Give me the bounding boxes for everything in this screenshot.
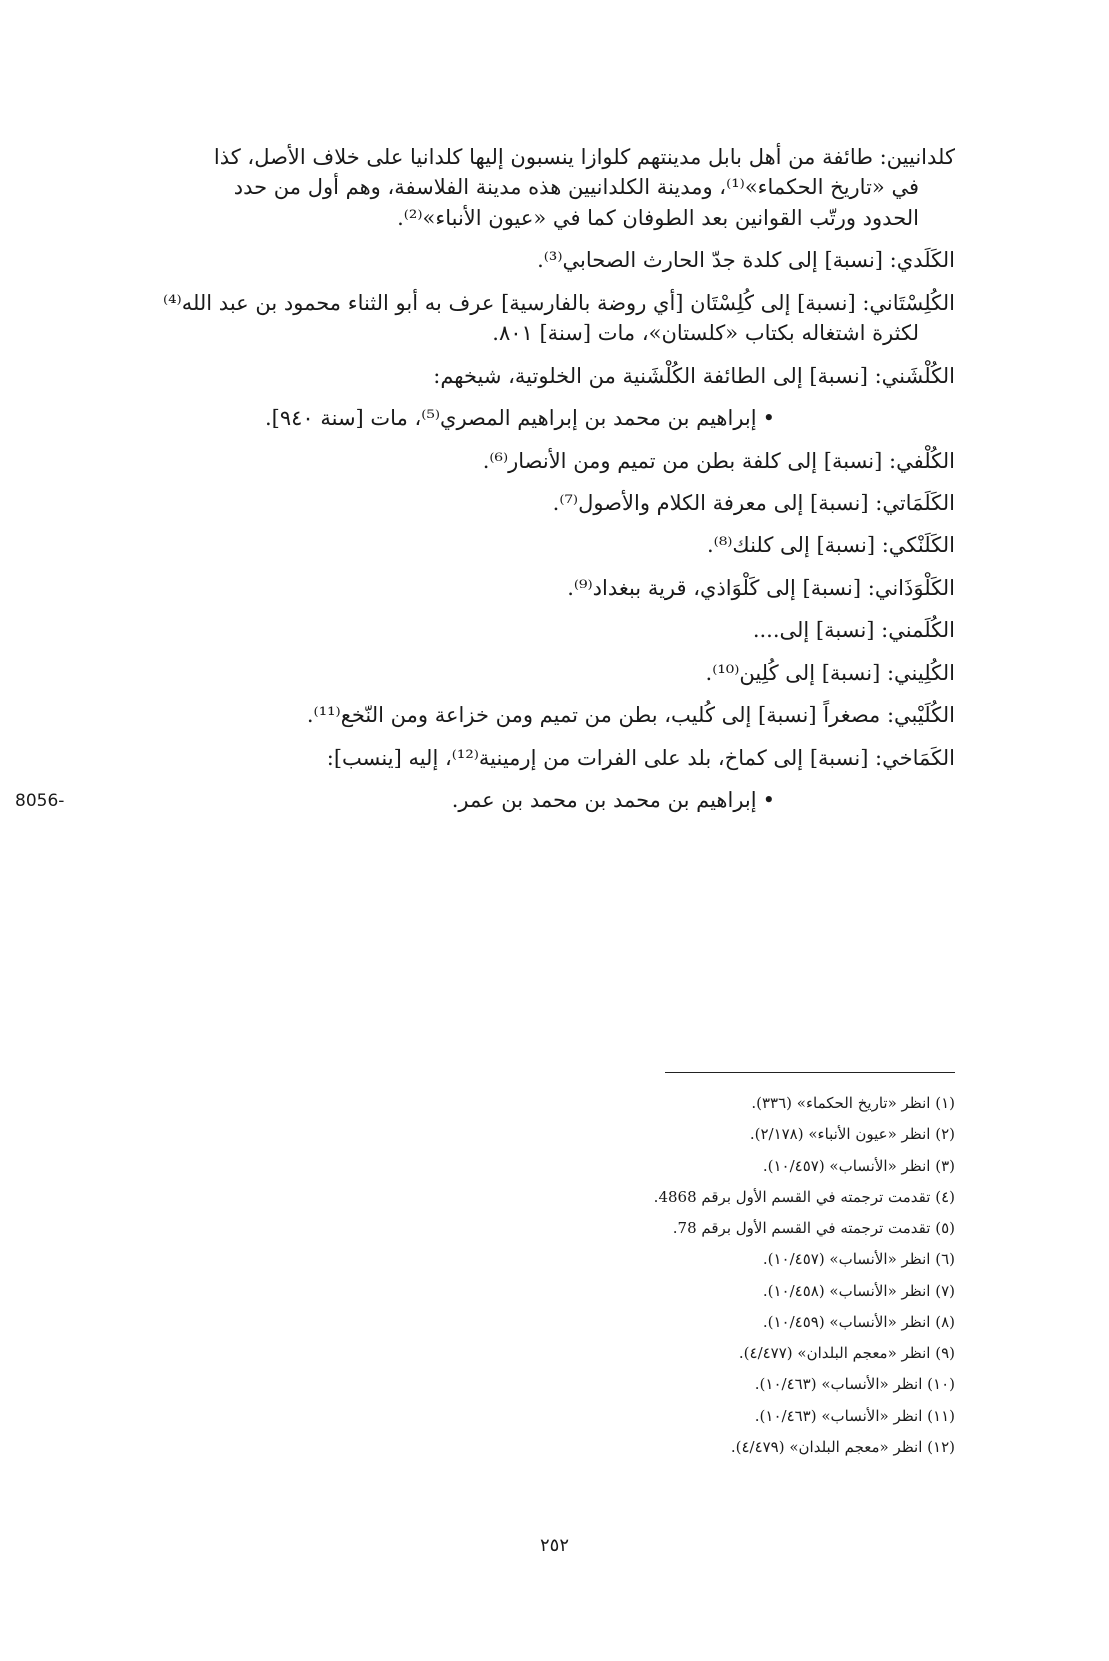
paragraph-line: كلدانيين: طائفة من أهل بابل مدينتهم كلوازا ينسبون إليها كلدانيا على خلاف الأصل، كذا: [213, 145, 955, 169]
paragraph-line: الكُلَيْبي: مصغراً [نسبة] إلى كُليب، بطن من تميم ومن خزاعة ومن النّخع⁽¹¹⁾.: [306, 703, 955, 728]
page-number: ٢٥٢: [539, 1535, 569, 1556]
footnote: (٧) انظر «الأنساب» (١٠/٤٥٨).: [762, 1281, 955, 1300]
paragraph-kamakhi: [125, 743, 955, 773]
paragraph-line: الكَلَنْكي: [نسبة] إلى كلنك⁽⁸⁾.: [706, 533, 955, 558]
paragraph-line: الكَلَدي: [نسبة] إلى كلدة جدّ الحارث الصحابي⁽³⁾.: [537, 248, 955, 273]
bullet-entry-numbered: [15, 785, 955, 815]
bullet-text: إبراهيم بن محمد بن إبراهيم المصري⁽⁵⁾، مات [سنة ٩٤٠].: [264, 406, 757, 431]
paragraph-line: الكَمَاخي: [نسبة] إلى كماخ، بلد على الفرات من إرمينية⁽¹²⁾، إليه [ينسب]:: [326, 745, 955, 770]
paragraph-line: الكُلْفي: [نسبة] إلى كلفة بطن من تميم ومن الأنصار⁽⁶⁾.: [482, 448, 955, 473]
footnotes: [355, 1092, 955, 1467]
footnote: (٤) تقدمت ترجمته في القسم الأول برقم 4868.: [653, 1187, 955, 1206]
paragraph-kalwadhani: [125, 573, 955, 603]
paragraph-line: الكُلَمني: [نسبة] إلى....: [752, 618, 955, 643]
paragraph-continuation: في «تاريخ الحكماء»⁽¹⁾، ومدينة الكلدانيين هذه مدينة الفلاسفة، وهم أول من حدد: [233, 175, 919, 200]
paragraph-kulfi: [125, 446, 955, 476]
paragraph-kaladi: [125, 245, 955, 275]
footnote: (٩) انظر «معجم البلدان» (٤/٤٧٧).: [738, 1344, 955, 1362]
paragraph-kulaybi: [125, 700, 955, 730]
paragraph-continuation: الحدود ورتّب القوانين بعد الطوفان كما في «عيون الأنباء»⁽²⁾.: [397, 205, 919, 230]
paragraph-line: الكَلْوَذَاني: [نسبة] إلى كَلْوَاذي، قرية ببغداد⁽⁹⁾.: [567, 575, 955, 600]
paragraph-kulshani: [125, 361, 955, 391]
footnote: (٦) انظر «الأنساب» (١٠/٤٥٧).: [762, 1250, 955, 1269]
paragraph-kulini: [125, 658, 955, 688]
footnote: (١٠) انظر «الأنساب» (١٠/٤٦٣).: [754, 1375, 955, 1394]
paragraph-kalamati: [125, 488, 955, 518]
footnote: (٥) تقدمت ترجمته في القسم الأول برقم 78.: [672, 1219, 955, 1237]
footnote: (٨) انظر «الأنساب» (١٠/٤٥٩).: [762, 1312, 955, 1331]
footnote-divider: [665, 1072, 955, 1073]
paragraph-kulamni: [125, 615, 955, 645]
paragraph-kulistani: [125, 288, 955, 349]
footnote: (٣) انظر «الأنساب» (١٠/٤٥٧).: [762, 1156, 955, 1175]
footnote: (١٢) انظر «معجم البلدان» (٤/٤٧٩).: [730, 1437, 955, 1456]
footnote: (٢) انظر «عيون الأنباء» (٢/١٧٨).: [749, 1125, 955, 1144]
paragraph-kaldaniyyin: [125, 142, 955, 233]
footnote: (١) انظر «تاريخ الحكماء» (٣٣٦).: [751, 1094, 955, 1112]
entry-number: 8056-: [15, 791, 65, 811]
paragraph-line: الكُلِسْتَاني: [نسبة] إلى كُلِسْتَان [أي روضة بالفارسية] عرف به أبو الثناء محمود بن عبد الله⁽⁴⁾: [162, 290, 955, 315]
paragraph-kalanki: [125, 530, 955, 560]
paragraph-line: الكَلَمَاتي: [نسبة] إلى معرفة الكلام والأصول⁽⁷⁾.: [552, 490, 955, 515]
paragraph-line: الكُلْشَني: [نسبة] إلى الطائفة الكُلْشَنية من الخلوتية، شيخهم:: [433, 363, 955, 388]
footnote: (١١) انظر «الأنساب» (١٠/٤٦٣).: [754, 1406, 955, 1425]
bullet-entry: [125, 403, 955, 433]
bullet-icon: •: [762, 788, 775, 812]
bullet-text: إبراهيم بن محمد بن محمد بن عمر.: [451, 788, 757, 812]
bullet-icon: •: [762, 406, 775, 431]
paragraph-line: الكُلِيني: [نسبة] إلى كُلِين⁽¹⁰⁾.: [705, 660, 955, 685]
main-text: [15, 142, 955, 827]
paragraph-continuation: لكثرة اشتغاله بكتاب «كلستان»، مات [سنة] ٨٠١.: [492, 321, 919, 346]
